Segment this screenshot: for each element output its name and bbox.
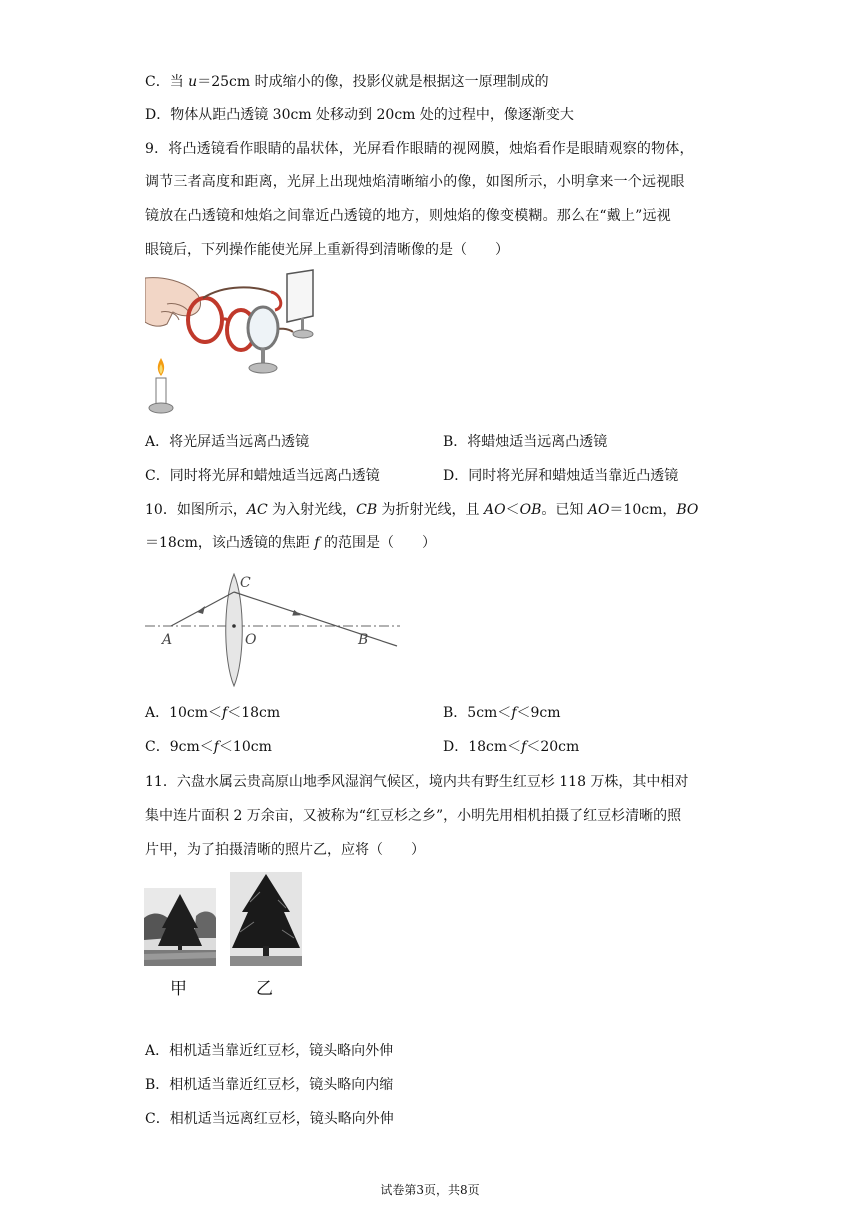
option-10a: A．10cm＜f＜18cm (145, 705, 281, 721)
option-8d: D．物体从距凸透镜 30cm 处移动到 20cm 处的过程中，像逐渐变大 (145, 107, 574, 123)
photo-yi (230, 872, 302, 966)
question-9-line-1: 9．将凸透镜看作眼睛的晶状体，光屏看作眼睛的视网膜，烛焰看作是眼睛观察的物体， (145, 141, 694, 157)
question-11-line-2: 集中连片面积 2 万余亩，又被称为“红豆杉之乡”，小明先用相机拍摄了红豆杉清晰的照 (145, 808, 682, 824)
question-10-line-1: 10．如图所示，AC 为入射光线，CB 为折射光线，且 AO＜OB。已知 AO＝10cm，BO (145, 502, 699, 518)
point-o-label: O (245, 632, 257, 648)
option-11b: B．相机适当靠近红豆杉，镜头略向内缩 (145, 1077, 394, 1093)
page-footer: 试卷第3页，共8页 (380, 1183, 480, 1197)
question-9-line-2: 调节三者高度和距离，光屏上出现烛焰清晰缩小的像，如图所示，小明拿来一个远视眼 (145, 174, 685, 190)
question-10-line-2: ＝18cm，该凸透镜的焦距 f 的范围是（ ） (145, 535, 437, 551)
option-10c: C．9cm＜f＜10cm (145, 739, 272, 755)
photo-jia (144, 888, 216, 966)
question-11-line-1: 11．六盘水属云贵高原山地季风湿润气候区，境内共有野生红豆杉 118 万株，其中相对 (145, 774, 689, 790)
option-11c: C．相机适当远离红豆杉，镜头略向外伸 (145, 1111, 394, 1127)
option-10d: D．18cm＜f＜20cm (443, 739, 580, 755)
figure-9-lens-experiment (145, 268, 325, 424)
photo-jia-caption: 甲 (170, 979, 187, 999)
option-9b: B．将蜡烛适当远离凸透镜 (443, 434, 608, 450)
option-11a: A．相机适当靠近红豆杉，镜头略向外伸 (145, 1043, 394, 1059)
point-c-label: C (240, 575, 251, 591)
option-8c: C．当 u＝25cm 时成缩小的像，投影仪就是根据这一原理制成的 (145, 74, 549, 90)
question-9-line-4: 眼镜后，下列操作能使光屏上重新得到清晰像的是（ ） (145, 242, 509, 258)
option-10b: B．5cm＜f＜9cm (443, 705, 561, 721)
question-11-line-3: 片甲，为了拍摄清晰的照片乙，应将（ ） (145, 842, 425, 858)
option-9c: C．同时将光屏和蜡烛适当远离凸透镜 (145, 468, 380, 484)
photo-yi-caption: 乙 (256, 979, 273, 999)
point-a-label: A (162, 632, 173, 648)
option-9d: D．同时将光屏和蜡烛适当靠近凸透镜 (443, 468, 679, 484)
question-9-line-3: 镜放在凸透镜和烛焰之间靠近凸透镜的地方，则烛焰的像变模糊。那么在“戴上”远视 (145, 208, 671, 224)
option-9a: A．将光屏适当远离凸透镜 (145, 434, 310, 450)
figure-10-ray-diagram (145, 570, 405, 688)
point-b-label: B (358, 632, 369, 648)
